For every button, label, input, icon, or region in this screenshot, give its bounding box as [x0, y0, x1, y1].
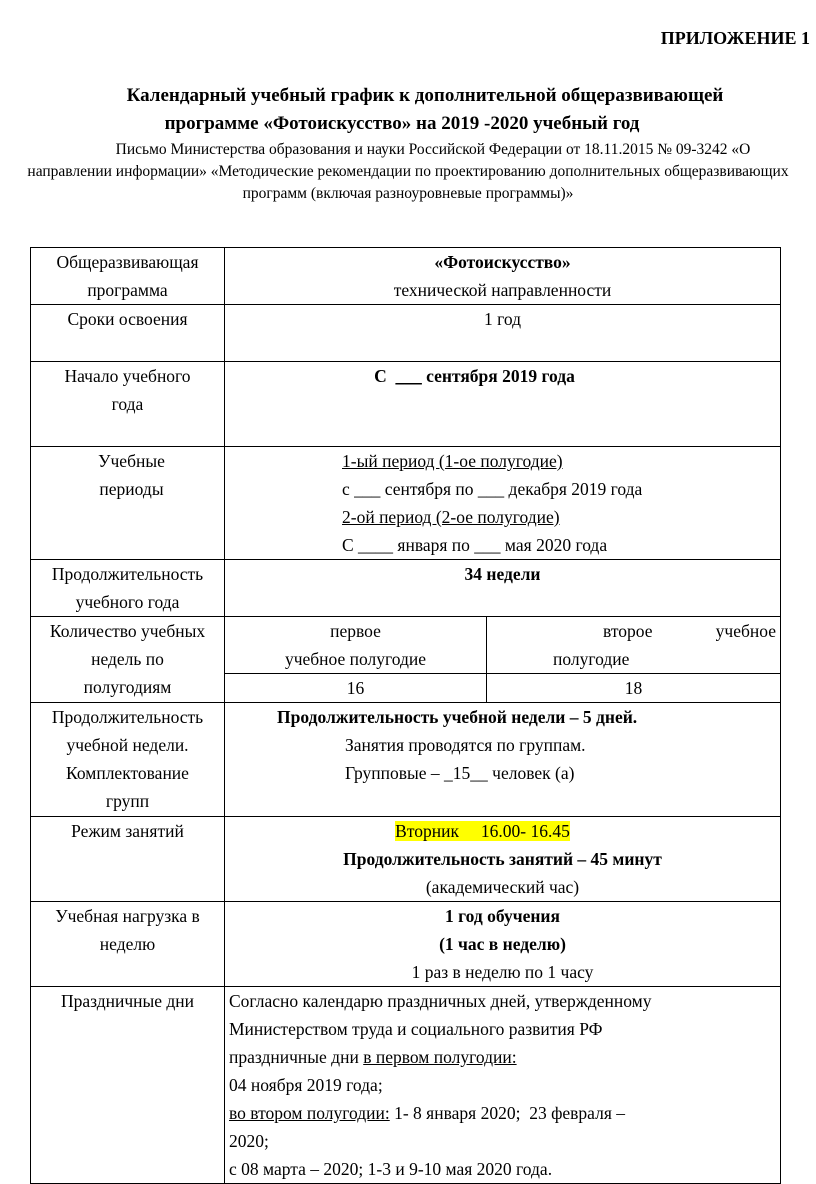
header-word: учебное [715, 621, 776, 641]
header-word: второе [603, 621, 653, 641]
load-year: 1 год обучения [445, 906, 560, 926]
row-value [225, 362, 781, 447]
row-label [31, 248, 225, 305]
label-text: программа [87, 280, 168, 300]
table-row-program [31, 248, 781, 305]
label-text: недель по [91, 649, 164, 669]
row-label [31, 447, 225, 560]
second-semester-weeks: 18 [487, 674, 781, 703]
holiday-text: с 08 марта – 2020; 1-3 и 9-10 мая 2020 года. [229, 1159, 553, 1179]
table-row-load [31, 902, 781, 987]
table-row-holidays [31, 987, 781, 1184]
group-size-text: Групповые – _15__ человек (а) [345, 763, 575, 783]
table-row-schedule [31, 817, 781, 902]
text-part: 1- 8 января 2020; 23 февраля – [389, 1103, 626, 1123]
row-value [225, 987, 781, 1184]
label-text: Количество учебных [49, 621, 206, 641]
label-text: учебной недели. [66, 735, 189, 755]
label-text: полугодиям [83, 677, 172, 697]
label-text: Учебная нагрузка в [55, 906, 200, 926]
text-part: в первом полугодии: [363, 1047, 517, 1067]
label-text: года [111, 394, 144, 414]
start-blank: ___ [395, 366, 422, 386]
first-semester-header [225, 617, 487, 674]
holiday-text: Согласно календарю праздничных дней, утвержденному [229, 991, 652, 1011]
holiday-text: 2020; [229, 1131, 269, 1151]
row-label [31, 902, 225, 987]
program-name: «Фотоискусство» [434, 252, 571, 272]
holiday-text [229, 1099, 776, 1127]
table-row-duration [31, 305, 781, 362]
second-semester-header [487, 617, 781, 674]
header-text-justified [553, 617, 776, 645]
label-text: Общеразвивающая [56, 252, 199, 272]
load-hours: (1 час в неделю) [439, 934, 566, 954]
row-label [31, 703, 225, 817]
header-text: полугодие [553, 649, 630, 669]
period-1-dates: с ___ сентября по ___ декабря 2019 года [342, 479, 643, 499]
lesson-duration: Продолжительность занятий – 45 минут [343, 849, 662, 869]
label-text: Начало учебного [64, 366, 191, 386]
ministry-letter-reference [0, 139, 816, 205]
label-text: Учебные [98, 451, 165, 471]
period-1-title: 1-ый период (1-ое полугодие) [342, 451, 563, 471]
label-text: учебного года [75, 592, 180, 612]
document-title-line1: Календарный учебный график к дополнительной общеразвивающей [126, 85, 724, 106]
group-format-text: Занятия проводятся по группам. [345, 735, 586, 755]
appendix-label: ПРИЛОЖЕНИЕ 1 [660, 28, 810, 48]
table-row-periods [31, 447, 781, 560]
table-row-start [31, 362, 781, 447]
holiday-text: Министерством труда и социального развития РФ [229, 1019, 603, 1039]
program-direction: технической направленности [393, 280, 612, 300]
row-label [31, 362, 225, 447]
academic-hour-note: (академический час) [425, 877, 580, 897]
letter-line: программ (включая разноуровневые программы)» [242, 185, 574, 202]
start-prefix: С [374, 366, 387, 386]
letter-line: направлении информации» «Методические рекомендации по проектированию дополнительных общеразвивающих [27, 163, 789, 180]
letter-line: Письмо Министерства образования и науки Российской Федерации от 18.11.2015 № 09-3242 «О [115, 141, 751, 158]
table-row-year-length [31, 560, 781, 617]
row-value: 34 недели [225, 560, 781, 617]
label-text: Комплектование [66, 763, 189, 783]
label-text: Продолжительность [51, 564, 204, 584]
row-label: Праздничные дни [31, 987, 225, 1184]
label-text: групп [105, 791, 150, 811]
period-2-title: 2-ой период (2-ое полугодие) [342, 507, 560, 527]
row-label [31, 560, 225, 617]
load-frequency: 1 раз в неделю по 1 часу [411, 962, 594, 982]
table-row-week-length [31, 703, 781, 817]
label-text: Продолжительность [51, 707, 204, 727]
schedule-table [30, 247, 781, 1184]
row-value: 1 год [225, 305, 781, 362]
row-value [225, 703, 781, 817]
holiday-text: 04 ноября 2019 года; [229, 1075, 383, 1095]
first-semester-weeks: 16 [225, 674, 487, 703]
week-length-text: Продолжительность учебной недели – 5 дней. [277, 707, 638, 727]
holiday-text [229, 1043, 776, 1071]
row-value [225, 447, 781, 560]
table-row-weeks-header [31, 617, 781, 674]
header-text: первое [330, 621, 381, 641]
start-date: сентября 2019 года [426, 366, 575, 386]
row-value [225, 902, 781, 987]
row-label: Сроки освоения [31, 305, 225, 362]
row-label [31, 617, 225, 703]
row-value [225, 248, 781, 305]
period-2-dates: С ____ января по ___ мая 2020 года [342, 535, 608, 555]
text-part: во втором полугодии: [229, 1103, 390, 1123]
label-text: периоды [99, 479, 164, 499]
header-text: учебное полугодие [284, 649, 427, 669]
row-value [225, 817, 781, 902]
label-text: неделю [99, 934, 156, 954]
schedule-time: Вторник 16.00- 16.45 [395, 821, 570, 841]
text-part: праздничные дни [229, 1047, 364, 1067]
document-title-line2: программе «Фотоискусство» на 2019 -2020 учебный год [164, 113, 640, 134]
row-label: Режим занятий [31, 817, 225, 902]
